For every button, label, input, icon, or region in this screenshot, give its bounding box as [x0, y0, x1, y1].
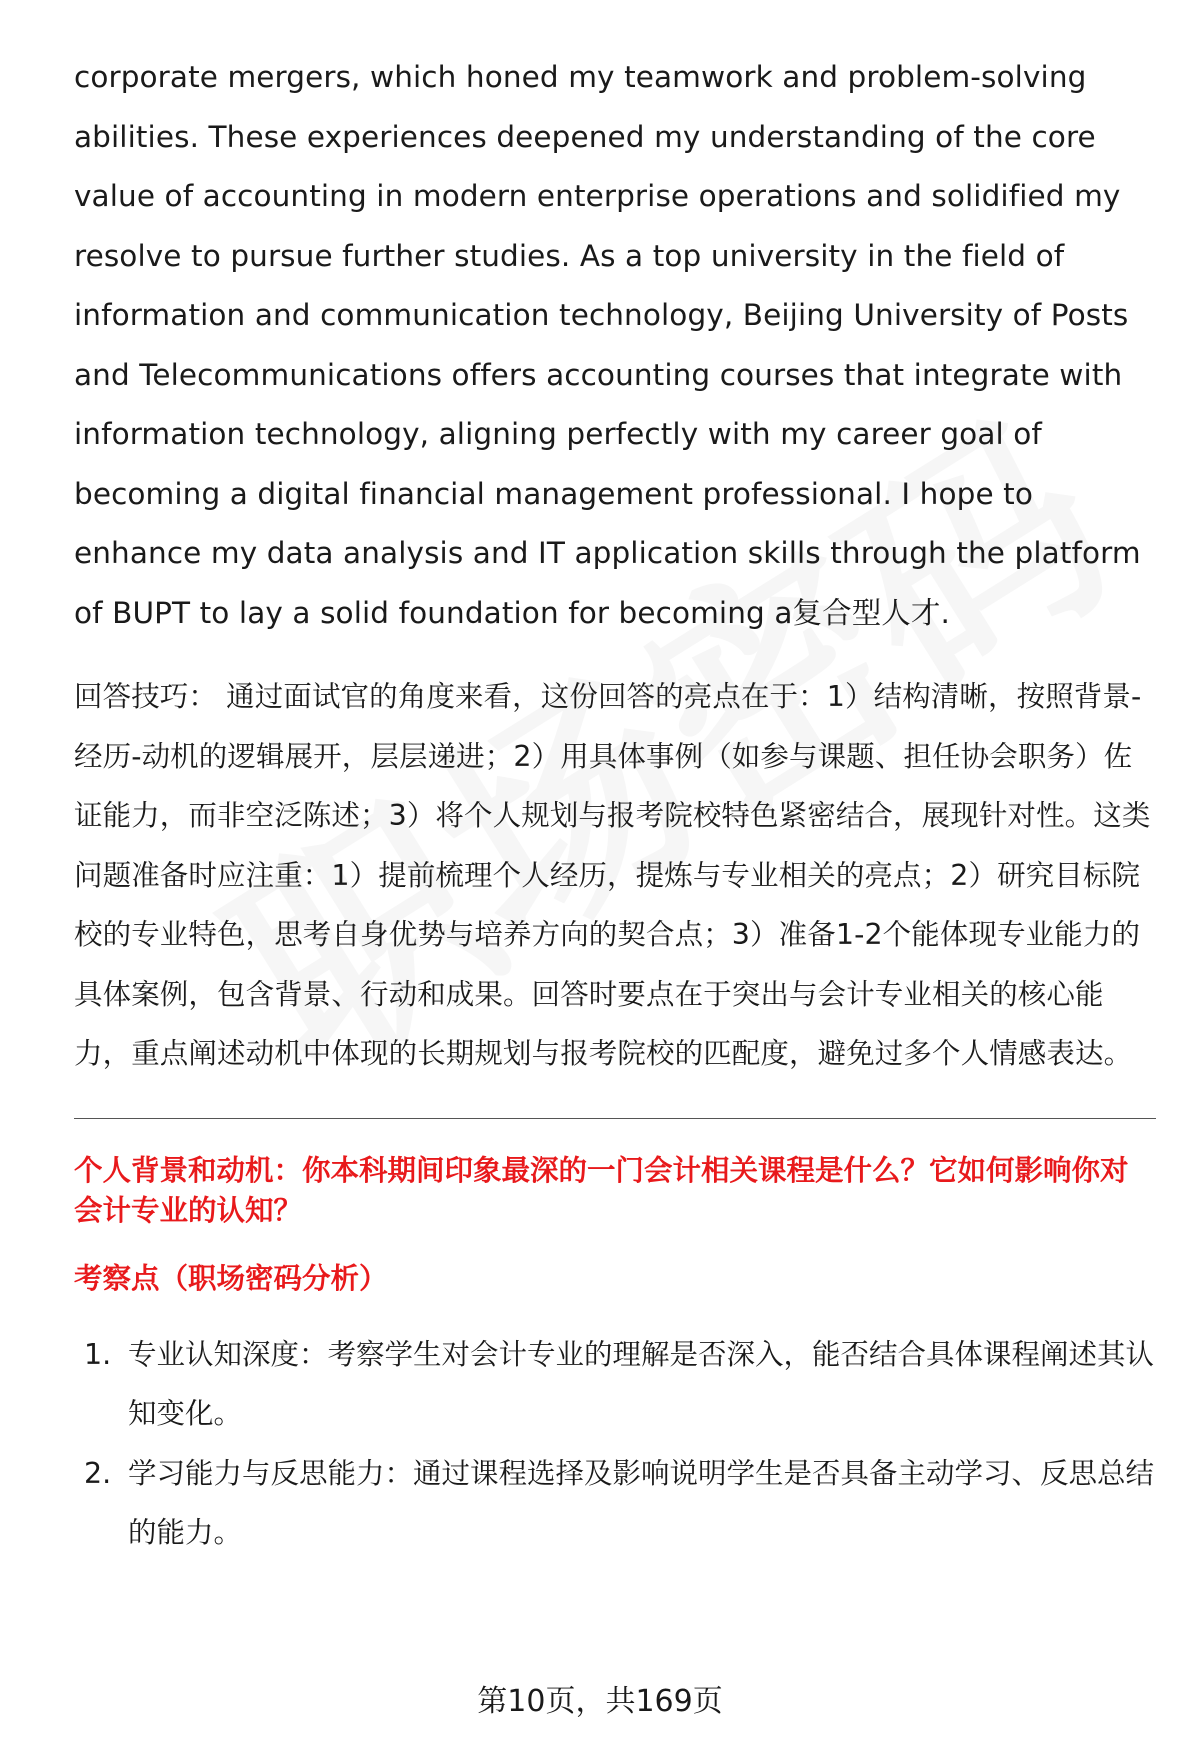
list-item — [74, 1325, 1156, 1444]
page-footer: 第10页，共169页 — [477, 1684, 723, 1719]
list-item-number: 2. — [84, 1456, 112, 1490]
points-list — [74, 1325, 1156, 1563]
section-heading: 考察点（职场密码分析） — [74, 1261, 388, 1295]
list-item-text: 专业认知深度：考察学生对会计专业的理解是否深入，能否结合具体课程阐述其认知变化。 — [128, 1337, 1155, 1430]
page-content — [74, 48, 1156, 1563]
question-title: 个人背景和动机：你本科期间印象最深的一门会计相关课程是什么？它如何影响你对会计专业的认知？ — [74, 1153, 1129, 1227]
list-item — [74, 1444, 1156, 1563]
tips-paragraph: 回答技巧： 通过面试官的角度来看，这份回答的亮点在于：1）结构清晰，按照背景-经历-动机的逻辑展开，层层递进；2）用具体事例（如参与课题、担任协会职务）佐证能力，而非空泛陈述；3）将个人规划与报考院校特色紧密结合，展现针对性。这类问题准备时应注重：1）提前梳理个人经历，提炼与专业相关的亮点；2）研究目标院校的专业特色，思考自身优势与培养方向的契合点；3）准备1-2个能体现专业能力的具体案例，包含背景、行动和成果。回答时要点在于突出与会计专业相关的核心能力，重点阐述动机中体现的长期规划与报考院校的匹配度，避免过多个人情感表达。 — [74, 680, 1151, 1070]
section-divider — [74, 1118, 1156, 1119]
list-item-number: 1. — [84, 1337, 112, 1371]
body-paragraph: corporate mergers, which honed my teamwork and problem-solving abilities. These experiences deepened my understanding of the core value of accounting in modern enterprise operations and solidified my resolve to pursue further studies. As a top university in the field of information and communication technology, Beijing University of Posts and Telecommunications offers accounting courses that integrate with information technology, aligning perfectly with my career goal of becoming a digital financial management professional. I hope to enhance my data analysis and IT application skills through the platform of BUPT to lay a solid foundation for becoming a复合型人才. — [74, 60, 1141, 630]
list-item-text: 学习能力与反思能力：通过课程选择及影响说明学生是否具备主动学习、反思总结的能力。 — [128, 1456, 1155, 1549]
